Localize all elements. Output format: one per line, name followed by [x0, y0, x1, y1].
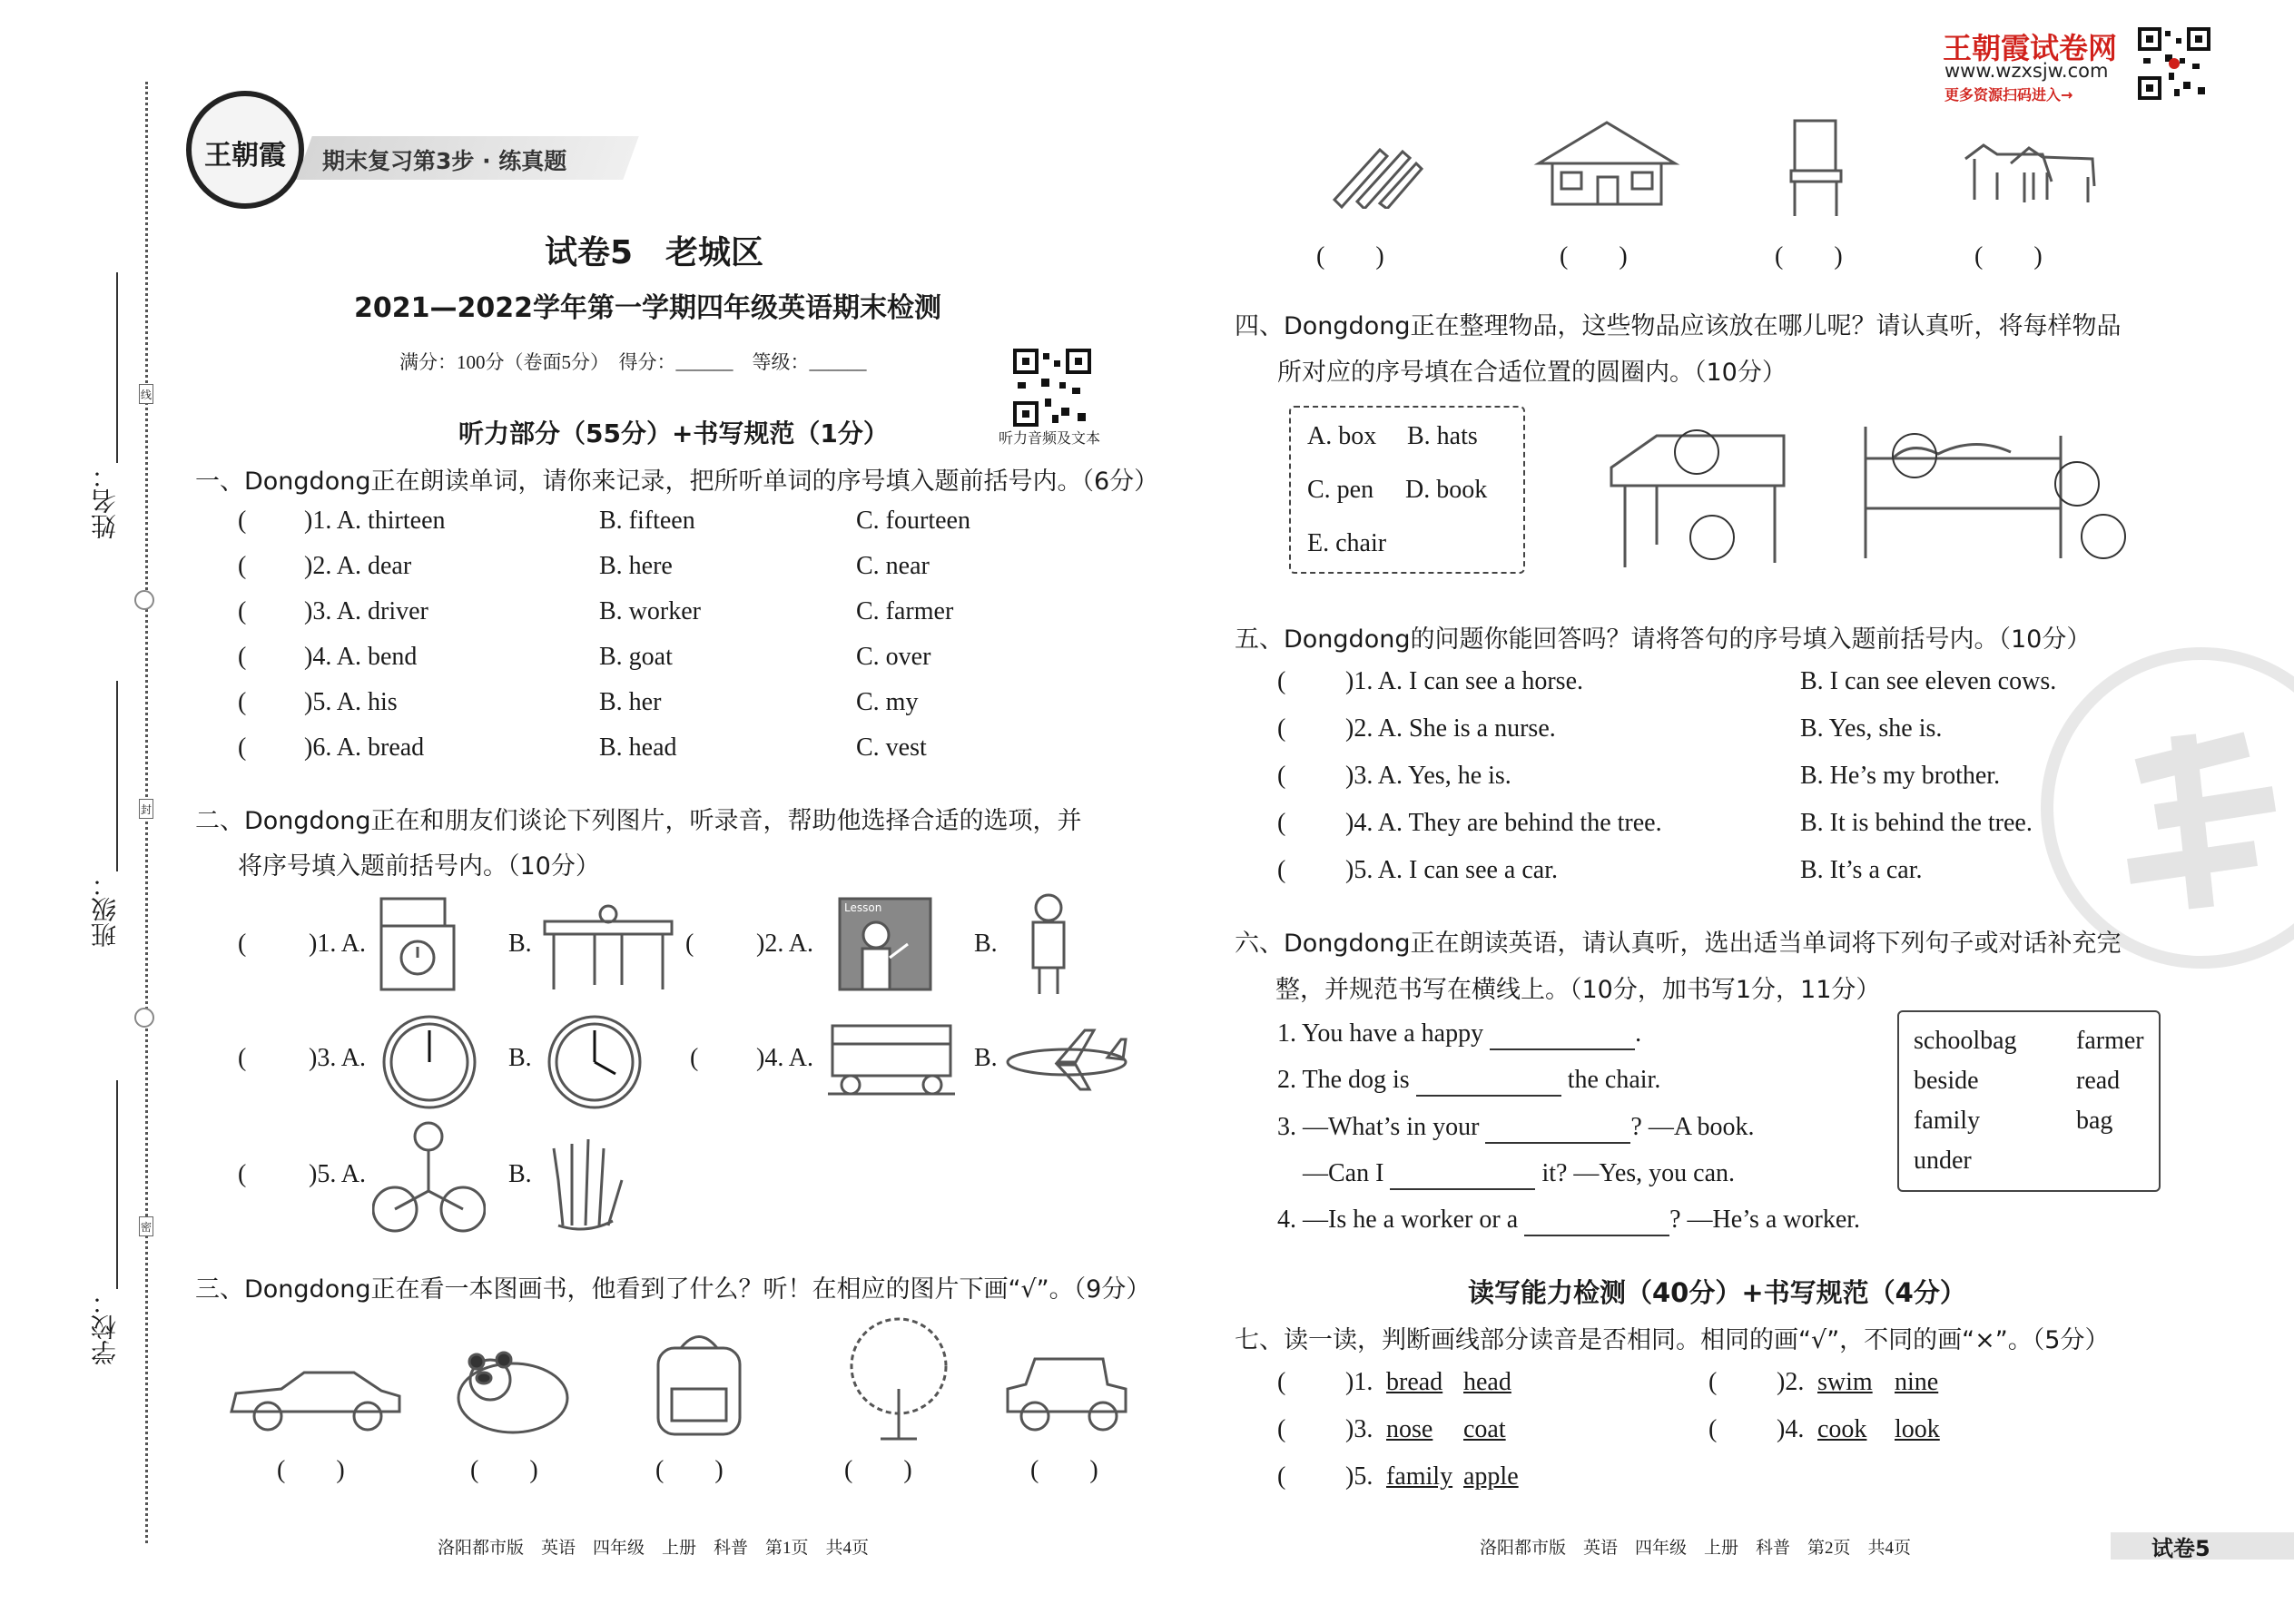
s1-answer-paren[interactable]: (: [238, 507, 247, 535]
s1-option-a: )5. A. his: [304, 688, 398, 716]
stage-label: 期末复习第3步 · 练真题: [322, 148, 567, 174]
panda-icon: [449, 1343, 576, 1439]
s3-answer-blank[interactable]: ( ): [1974, 242, 2043, 271]
s1-answer-paren[interactable]: (: [238, 597, 247, 625]
s6-sentence-4-end: ? —He’s a worker.: [1669, 1206, 1861, 1234]
s7-word-1: cook: [1817, 1415, 1867, 1443]
s5-option-b: B. Yes, she is.: [1800, 714, 1943, 743]
s1-option-a: )2. A. dear: [304, 552, 412, 580]
audio-qr-code[interactable]: [1012, 348, 1092, 428]
boy-riding-bike-icon: [372, 1118, 486, 1236]
s5-option-a: )4. A. They are behind the tree.: [1345, 809, 1662, 837]
s4-option: E. chair: [1307, 529, 1387, 557]
s5-answer-paren[interactable]: (: [1277, 667, 1286, 695]
s3-answer-blank[interactable]: ( ): [844, 1456, 912, 1484]
s7-word-2: nine: [1895, 1368, 1939, 1396]
s5-option-a: )2. A. She is a nurse.: [1345, 714, 1556, 743]
plane-icon: [1003, 1021, 1130, 1094]
paper-title: 试卷5 老城区: [545, 234, 764, 271]
clock-twelve-icon: [379, 1012, 479, 1112]
s6-word: farmer: [2076, 1027, 2144, 1055]
s7-item-num: )1.: [1345, 1368, 1373, 1396]
class-line: [116, 681, 118, 871]
s6-sentence-3b: [1303, 1159, 1735, 1190]
s7-word-1: bread: [1386, 1368, 1443, 1396]
doctor-icon: [1017, 890, 1080, 999]
s6-sentence-4: [1277, 1206, 1860, 1236]
lesson-label: Lesson: [844, 901, 882, 914]
s4-answer-circle-under-table[interactable]: [1689, 515, 1735, 560]
s4-answer-circle-beside-bed[interactable]: [2054, 461, 2100, 507]
s6-sentence-3b-text: —Can I: [1303, 1159, 1384, 1187]
s1-option-b: B. her: [599, 688, 662, 716]
s1-option-c: C. vest: [856, 733, 927, 762]
class-label: 班级：: [90, 871, 120, 948]
s1-option-c: C. fourteen: [856, 507, 970, 535]
s1-option-c: C. farmer: [856, 597, 954, 625]
s1-option-b: B. goat: [599, 643, 673, 671]
s2-item-5a: )5. A.: [309, 1160, 366, 1188]
s5-option-a: )3. A. Yes, he is.: [1345, 762, 1511, 790]
s2-paren[interactable]: (: [238, 930, 247, 958]
s4-option: C. pen: [1307, 476, 1374, 504]
jeep-icon: [1003, 1348, 1130, 1434]
s6-sentence-4-text: 4. —Is he a worker or a: [1277, 1206, 1519, 1234]
school-line: [116, 1080, 118, 1289]
s5-heading: 五、Dongdong的问题你能回答吗？请将答句的序号填入题前括号内。（10分）: [1235, 625, 2092, 654]
s2-item-2a: )2. A.: [756, 930, 813, 958]
s6-sentence-3: [1277, 1113, 1755, 1144]
s2-paren[interactable]: (: [685, 930, 694, 958]
s4-answer-circle-on-bed[interactable]: [1892, 433, 1937, 478]
s1-option-a: )6. A. bread: [304, 733, 425, 762]
s3-answer-blank[interactable]: ( ): [1560, 242, 1628, 271]
s6-sentence-3-text: 3. —What’s in your: [1277, 1113, 1480, 1141]
s1-option-b: B. here: [599, 552, 673, 580]
desk-icon: [540, 903, 676, 994]
bed-icon: [1856, 408, 2070, 563]
s5-answer-paren[interactable]: (: [1277, 762, 1286, 790]
chair-icon: [1784, 116, 1852, 221]
score-line: 满分：100分（卷面5分） 得分：______ 等级：______: [399, 351, 867, 373]
seal-seal-mark: 封: [139, 799, 153, 819]
s1-option-c: C. my: [856, 688, 919, 716]
s2-item-1a: )1. A.: [309, 930, 366, 958]
qr-note: 听力音频及文本: [999, 431, 1101, 447]
listening-heading: 听力部分（55分）+书写规范（1分）: [458, 418, 889, 448]
s6-word: schoolbag: [1914, 1027, 2017, 1055]
site-name: 王朝霞试卷网: [1943, 31, 2118, 65]
s7-answer-paren[interactable]: (: [1708, 1415, 1718, 1443]
s1-answer-paren[interactable]: (: [238, 552, 247, 580]
s6-sentence-1-text: 1. You have a happy: [1277, 1019, 1484, 1048]
s7-heading: 七、读一读，判断画线部分读音是否相同。相同的画“√”，不同的画“×”。（5分）: [1235, 1326, 2110, 1354]
s4-answer-circle-on-table[interactable]: [1674, 429, 1719, 475]
s6-blank[interactable]: [1485, 1113, 1630, 1144]
brand-logo: [186, 91, 304, 209]
s2-item-3b: B.: [508, 1044, 532, 1072]
s2-item-5b: B.: [508, 1160, 532, 1188]
s7-item-num: )5.: [1345, 1462, 1373, 1491]
binding-ring-icon: [134, 590, 154, 610]
house-icon: [1530, 113, 1684, 209]
s3-answer-blank[interactable]: ( ): [277, 1456, 345, 1484]
reading-heading: 读写能力检测（40分）+书写规范（4分）: [1468, 1277, 1966, 1308]
s6-sentence-1-end: .: [1635, 1019, 1642, 1048]
s6-sentence-2-end: the chair.: [1567, 1066, 1661, 1094]
s7-answer-paren[interactable]: (: [1277, 1368, 1286, 1396]
s1-answer-paren[interactable]: (: [238, 643, 247, 671]
s5-option-b: B. He’s my brother.: [1800, 762, 2001, 790]
s5-answer-paren[interactable]: (: [1277, 856, 1286, 884]
s7-item-num: )3.: [1345, 1415, 1373, 1443]
s1-option-c: C. over: [856, 643, 931, 671]
s6-sentence-1: [1277, 1019, 1641, 1050]
site-url[interactable]: www.wzxsjw.com: [1944, 60, 2109, 82]
s6-word: under: [1914, 1147, 1972, 1175]
brand-logo-text: 王朝霞: [204, 140, 286, 172]
s6-sentence-3-end: ? —A book.: [1630, 1113, 1755, 1141]
clock-four-icon: [545, 1012, 645, 1112]
s2-paren[interactable]: (: [690, 1044, 699, 1072]
footer-tag: 试卷5: [2151, 1536, 2210, 1561]
s1-answer-paren[interactable]: (: [238, 688, 247, 716]
s1-option-b: B. worker: [599, 597, 701, 625]
s3-answer-blank[interactable]: ( ): [470, 1456, 538, 1484]
s7-word-2: head: [1463, 1368, 1511, 1396]
s3-answer-blank[interactable]: ( ): [1316, 242, 1384, 271]
s6-word: bag: [2076, 1107, 2113, 1135]
s7-word-2: apple: [1463, 1462, 1519, 1491]
s6-heading-2: 整，并规范书写在横线上。（10分，加书写1分，11分）: [1275, 976, 1881, 1004]
s6-blank[interactable]: [1390, 1159, 1535, 1190]
car-icon: [227, 1362, 404, 1434]
footer-left: 洛阳都市版 英语 四年级 上册 科普 第1页 共4页: [438, 1539, 870, 1558]
binding-ring-icon: [134, 1008, 154, 1028]
horses-icon: [1956, 132, 2102, 209]
school-label: 学校：: [90, 1289, 120, 1365]
s2-heading-1: 二、Dongdong正在和朋友们谈论下列图片，听录音，帮助他选择合适的选项，并: [195, 807, 1082, 835]
s5-option-b: B. It is behind the tree.: [1800, 809, 2033, 837]
paper-subtitle: 2021—2022学年第一学期四年级英语期末检测: [354, 292, 941, 324]
s4-option: A. box: [1307, 422, 1377, 450]
pencils-icon: [1325, 136, 1425, 209]
name-label: 姓名：: [90, 463, 120, 539]
s2-item-2b: B.: [974, 930, 998, 958]
watch-box-icon: [377, 894, 458, 994]
s4-option: B. hats: [1407, 422, 1478, 450]
s2-paren[interactable]: (: [238, 1044, 247, 1072]
s7-word-2: look: [1895, 1415, 1940, 1443]
s1-option-a: )1. A. thirteen: [304, 507, 446, 535]
s1-answer-paren[interactable]: (: [238, 733, 247, 762]
s5-option-a: )5. A. I can see a car.: [1345, 856, 1558, 884]
s3-answer-blank[interactable]: ( ): [1030, 1456, 1098, 1484]
s1-option-a: )3. A. driver: [304, 597, 428, 625]
name-line: [116, 272, 118, 463]
s5-option-a: )1. A. I can see a horse.: [1345, 667, 1584, 695]
s1-heading: 一、Dongdong正在朗读单词，请你来记录，把所听单词的序号填入题前括号内。（6分）: [195, 468, 1159, 496]
site-note: 更多资源扫码进入→: [1944, 86, 2073, 103]
s6-heading-1: 六、Dongdong正在朗读英语，请认真听，选出适当单词将下列句子或对话补充完: [1235, 930, 2122, 958]
s4-heading-1: 四、Dongdong正在整理物品，这些物品应该放在哪儿呢？请认真听，将每样物品: [1235, 312, 2122, 340]
s1-option-c: C. near: [856, 552, 930, 580]
s3-heading: 三、Dongdong正在看一本图画书，他看到了什么？听！在相应的图片下画“√”。（9分）: [195, 1275, 1151, 1304]
s1-option-b: B. fifteen: [599, 507, 695, 535]
s2-paren[interactable]: (: [238, 1160, 247, 1188]
s7-word-1: nose: [1386, 1415, 1433, 1443]
s7-answer-paren[interactable]: (: [1277, 1462, 1286, 1491]
s6-sentence-2: [1277, 1066, 1660, 1097]
s2-item-3a: )3. A.: [309, 1044, 366, 1072]
s2-item-1b: B.: [508, 930, 532, 958]
s6-word: family: [1914, 1107, 1981, 1135]
seal-secret-mark: 密: [139, 1216, 153, 1236]
s5-answer-paren[interactable]: (: [1277, 714, 1286, 743]
s6-blank[interactable]: [1490, 1019, 1635, 1050]
s5-option-b: B. I can see eleven cows.: [1800, 667, 2057, 695]
s7-item-num: )4.: [1777, 1415, 1805, 1443]
s7-word-1: family: [1386, 1462, 1453, 1491]
s5-option-b: B. It’s a car.: [1800, 856, 1923, 884]
s4-answer-circle-near-bed[interactable]: [2081, 514, 2126, 559]
site-qr-code[interactable]: [2138, 27, 2210, 100]
s6-word: read: [2076, 1067, 2121, 1095]
schoolbag-icon: [649, 1325, 749, 1439]
s6-sentence-3b-end: it? —Yes, you can.: [1541, 1159, 1736, 1187]
s7-word-2: coat: [1463, 1415, 1506, 1443]
s1-option-b: B. head: [599, 733, 677, 762]
waving-hand-icon: [545, 1126, 626, 1235]
s7-item-num: )2.: [1777, 1368, 1805, 1396]
s4-heading-2: 所对应的序号填在合适位置的圆圈内。（10分）: [1277, 359, 1787, 387]
s4-option: D. book: [1405, 476, 1488, 504]
s2-item-4b: B.: [974, 1044, 998, 1072]
s6-word: beside: [1914, 1067, 1979, 1095]
s5-answer-paren[interactable]: (: [1277, 809, 1286, 837]
s6-blank[interactable]: [1416, 1066, 1561, 1097]
s3-answer-blank[interactable]: ( ): [1775, 242, 1843, 271]
tree-icon: [840, 1316, 958, 1443]
train-icon: [828, 1017, 955, 1098]
s3-answer-blank[interactable]: ( ): [655, 1456, 724, 1484]
s7-answer-paren[interactable]: (: [1277, 1415, 1286, 1443]
s7-word-1: swim: [1817, 1368, 1873, 1396]
s6-blank[interactable]: [1524, 1206, 1669, 1236]
s7-answer-paren[interactable]: (: [1708, 1368, 1718, 1396]
s6-sentence-2-text: 2. The dog is: [1277, 1066, 1410, 1094]
footer-right: 洛阳都市版 英语 四年级 上册 科普 第2页 共4页: [1480, 1539, 1912, 1558]
seal-line-mark: 线: [139, 384, 153, 404]
s1-option-a: )4. A. bend: [304, 643, 418, 671]
s2-item-4a: )4. A.: [756, 1044, 813, 1072]
s2-heading-2: 将序号填入题前括号内。（10分）: [238, 852, 600, 881]
